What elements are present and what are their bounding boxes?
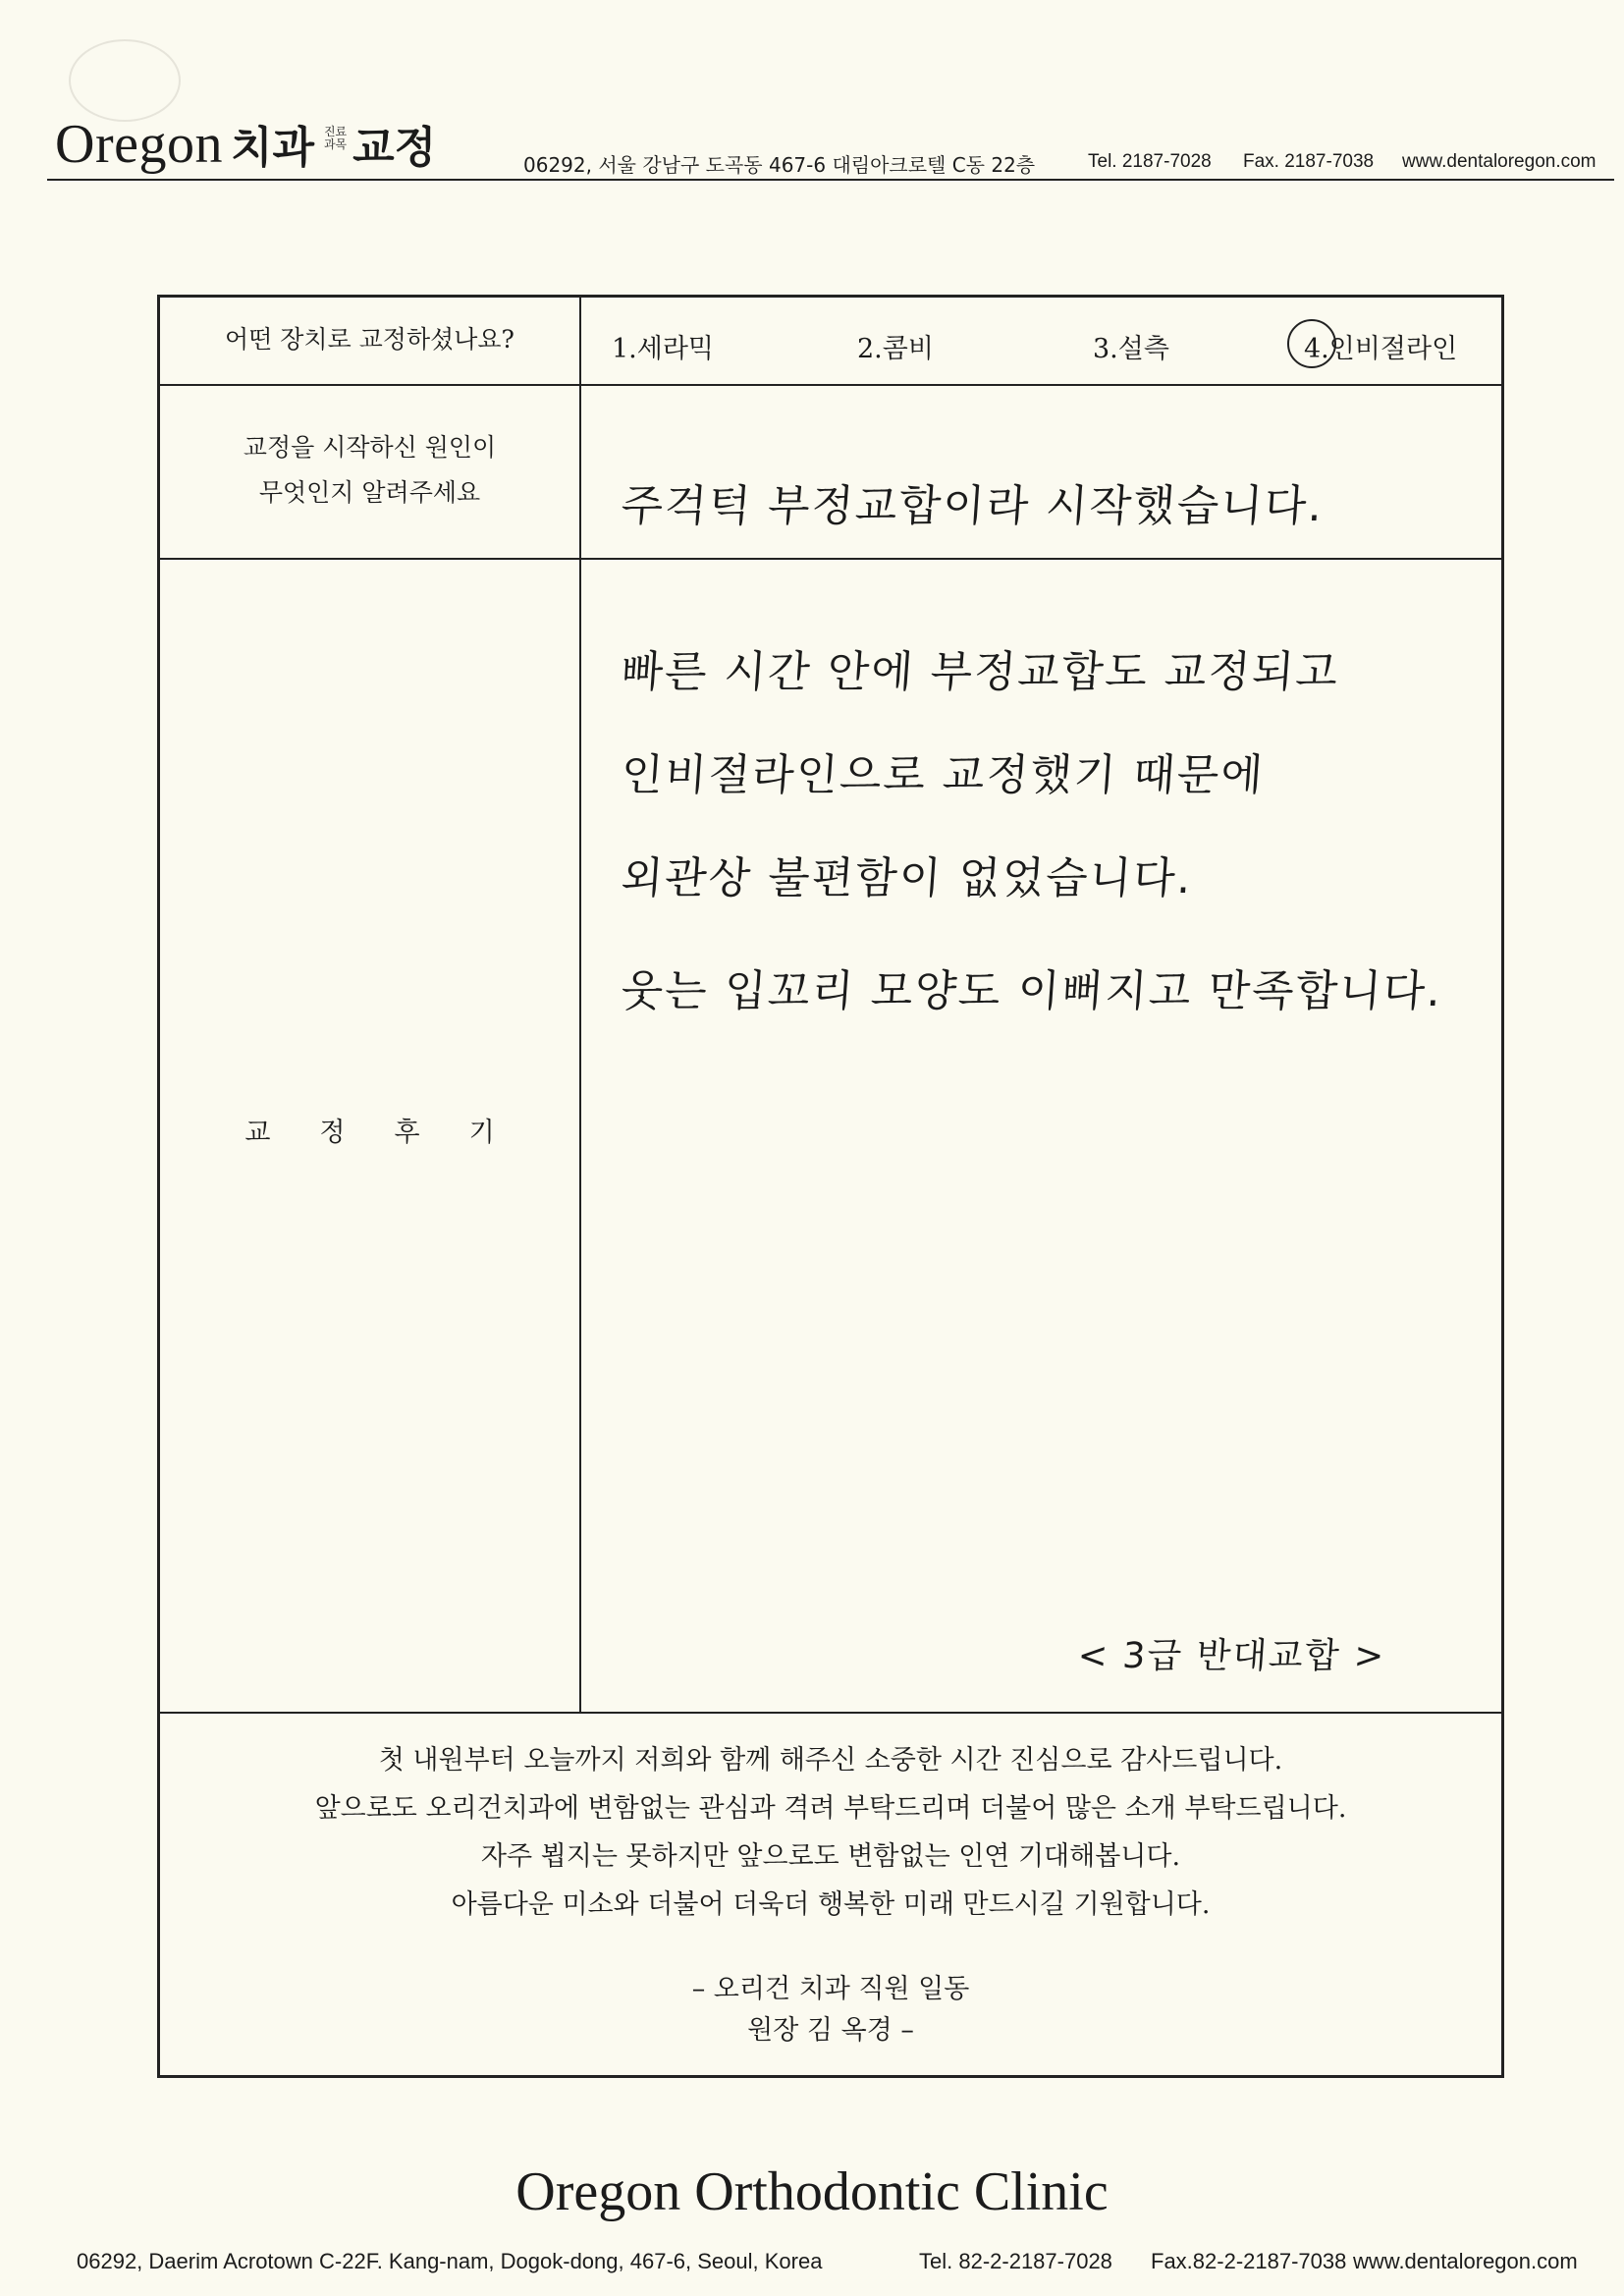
closing-message bbox=[160, 1736, 1501, 1929]
footer-title: Oregon Orthodontic Clinic bbox=[515, 2161, 1109, 2222]
review-line: 인비절라인으로 교정했기 때문에 bbox=[619, 750, 1267, 800]
question-reason-line2: 무엇인지 알려주세요 bbox=[258, 478, 481, 507]
dept-sub-bottom: 과목 bbox=[323, 137, 348, 151]
option-invisalign[interactable]: 4.인비절라인 bbox=[1304, 334, 1458, 364]
brand-clinic: 치과 bbox=[230, 123, 314, 173]
question-device: 어떤 장치로 교정하셨나요? bbox=[225, 325, 514, 354]
review-label: 교정후기 bbox=[244, 1118, 544, 1148]
closing-line: 앞으로도 오리건치과에 변함없는 관심과 격려 부탁드리며 더불어 많은 소개 부탁드립니다. bbox=[314, 1793, 1347, 1824]
closing-line: 첫 내원부터 오늘까지 저희와 함께 해주신 소중한 시간 진심으로 감사드립니다. bbox=[378, 1745, 1283, 1776]
option-lingual[interactable]: 3.설측 bbox=[1093, 334, 1169, 364]
review-line: 빠른 시간 안에 부정교합도 교정되고 bbox=[619, 647, 1341, 697]
review-line: 웃는 입꼬리 모양도 이뻐지고 만족합니다. bbox=[619, 966, 1444, 1016]
option-ceramic[interactable]: 1.세라믹 bbox=[612, 334, 715, 364]
signature-staff: – 오리건 치과 직원 일동 bbox=[691, 1974, 970, 2004]
row-divider bbox=[160, 384, 1501, 386]
review-tag: < 3급 반대교합 > bbox=[1076, 1636, 1387, 1676]
dept-name: 교정 bbox=[352, 123, 437, 173]
closing-line: 아름다운 미소와 더불어 더욱더 행복한 미래 만드시길 기원합니다. bbox=[451, 1889, 1211, 1920]
footer-tel: Tel. 82-2-2187-7028 bbox=[919, 2249, 1112, 2273]
letterhead bbox=[47, 98, 1614, 187]
header-address: 06292, 서울 강남구 도곡동 467-6 대림아크로텔 C동 22층 bbox=[523, 153, 1036, 177]
row-divider bbox=[160, 1712, 1501, 1714]
closing-line: 자주 뵙지는 못하지만 앞으로도 변함없는 인연 기대해봅니다. bbox=[480, 1841, 1181, 1872]
header-fax: Fax. 2187-7038 bbox=[1243, 151, 1375, 172]
clinic-brand bbox=[55, 112, 436, 176]
review-line: 외관상 불편함이 없었습니다. bbox=[619, 853, 1195, 903]
header-tel: Tel. 2187-7028 bbox=[1088, 151, 1212, 172]
footer-website: www.dentaloregon.com bbox=[1353, 2249, 1578, 2273]
brand-name: Oregon bbox=[55, 114, 223, 175]
column-divider bbox=[579, 298, 581, 1712]
review-form bbox=[157, 295, 1504, 2078]
footer-fax: Fax.82-2-2187-7038 bbox=[1151, 2249, 1347, 2273]
option-combi[interactable]: 2.콤비 bbox=[857, 334, 934, 364]
answer-reason: 주걱턱 부정교합이라 시작했습니다. bbox=[619, 481, 1326, 531]
header-website: www.dentaloregon.com bbox=[1402, 151, 1597, 172]
dept-sub-top: 진료 bbox=[323, 125, 348, 138]
question-reason-line1: 교정을 시작하신 원인이 bbox=[243, 433, 497, 462]
header-rule bbox=[47, 179, 1614, 181]
row-divider bbox=[160, 558, 1501, 560]
footer-address: 06292, Daerim Acrotown C-22F. Kang-nam, Dogok-dong, 467-6, Seoul, Korea bbox=[77, 2249, 823, 2273]
dept-sub-label bbox=[324, 126, 347, 151]
signature-director: 원장 김 옥경 – bbox=[747, 2015, 914, 2046]
